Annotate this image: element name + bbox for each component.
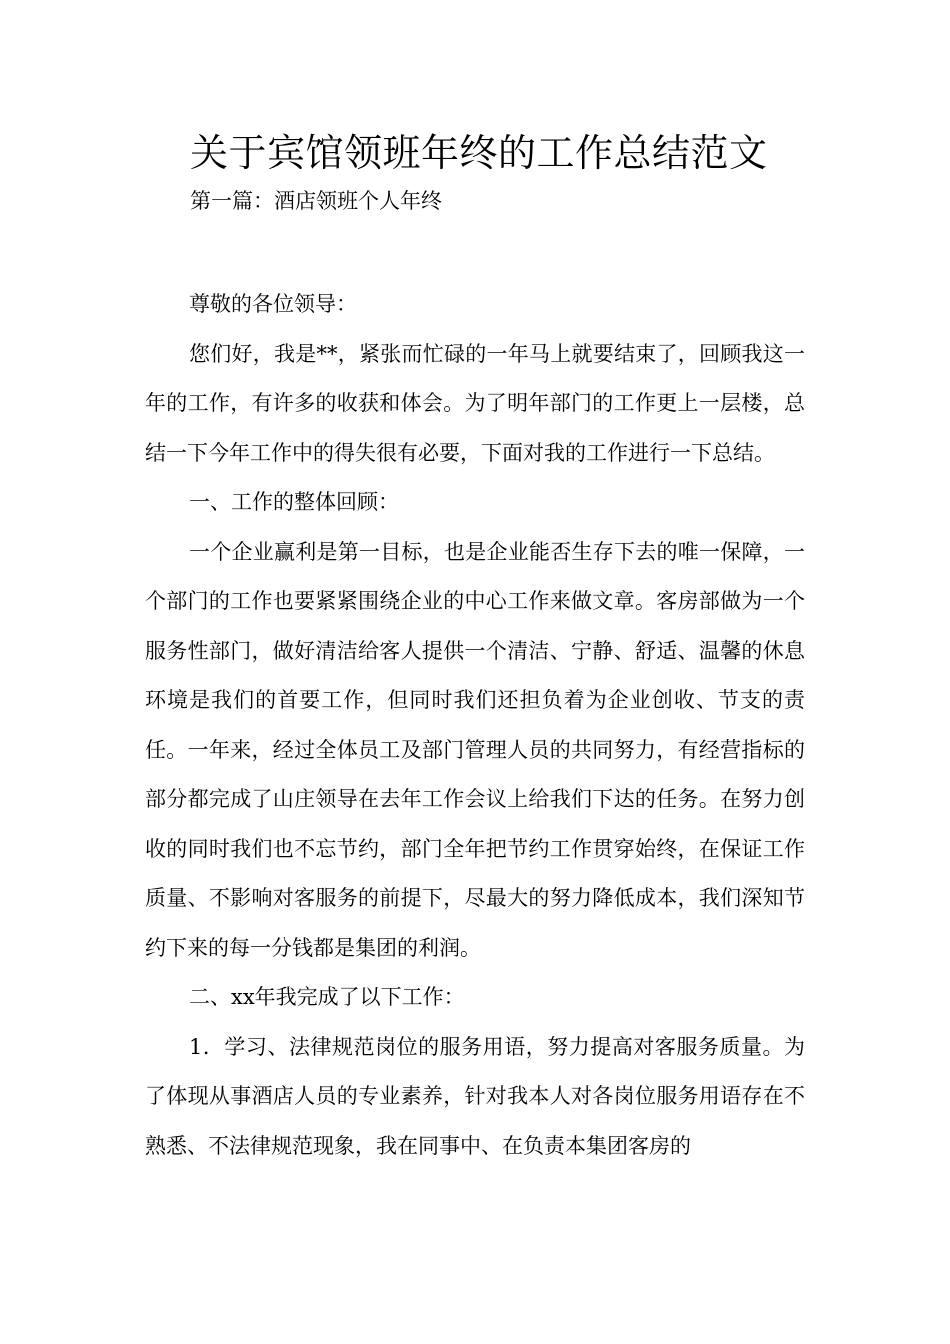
paragraph-salutation: 尊敬的各位领导： — [189, 292, 357, 316]
paragraph-greeting: 您们好，我是**，紧张而忙碌的一年马上就要结束了，回顾我这一年的工作，有许多的收获和体会。为了明年部门的工作更上一层楼，总结一下今年工作中的得失很有必要，下面对我的工作进行一下总结。 — [145, 341, 805, 465]
section-heading-2: 二、xx年我完成了以下工作： — [189, 985, 465, 1009]
section-heading-1: 一、工作的整体回顾： — [189, 490, 399, 514]
paragraph-review: 一个企业赢利是第一目标，也是企业能否生存下去的唯一保障，一个部门的工作也要紧紧围绕企业的中心工作来做文章。客房部做为一个服务性部门，做好清洁给客人提供一个清洁、宁静、舒适、温馨的休息环境是我们的首要工作，但同时我们还担负着为企业创收、节支的责任。一年来，经过全体员工及部门管理人员的共同努力，有经营指标的部分都完成了山庄领导在去年工作会议上给我们下达的任务。在努力创收的同时我们也不忘节约，部门全年把节约工作贯穿始终，在保证工作质量、不影响对客服务的前提下，尽最大的努力降低成本，我们深知节约下来的每一分钱都是集团的利润。 — [145, 539, 805, 960]
document-body — [145, 280, 805, 1171]
document-subtitle: 第一篇：酒店领班个人年终 — [190, 189, 442, 213]
paragraph-item-1: 1．学习、法律规范岗位的服务用语，努力提高对客服务质量。为了体现从事酒店人员的专业素养，针对我本人对各岗位服务用语存在不熟悉、不法律规范现象，我在同事中、在负责本集团客房的 — [145, 1034, 805, 1158]
document-title: 关于宾馆领班年终的工作总结范文 — [190, 131, 768, 175]
